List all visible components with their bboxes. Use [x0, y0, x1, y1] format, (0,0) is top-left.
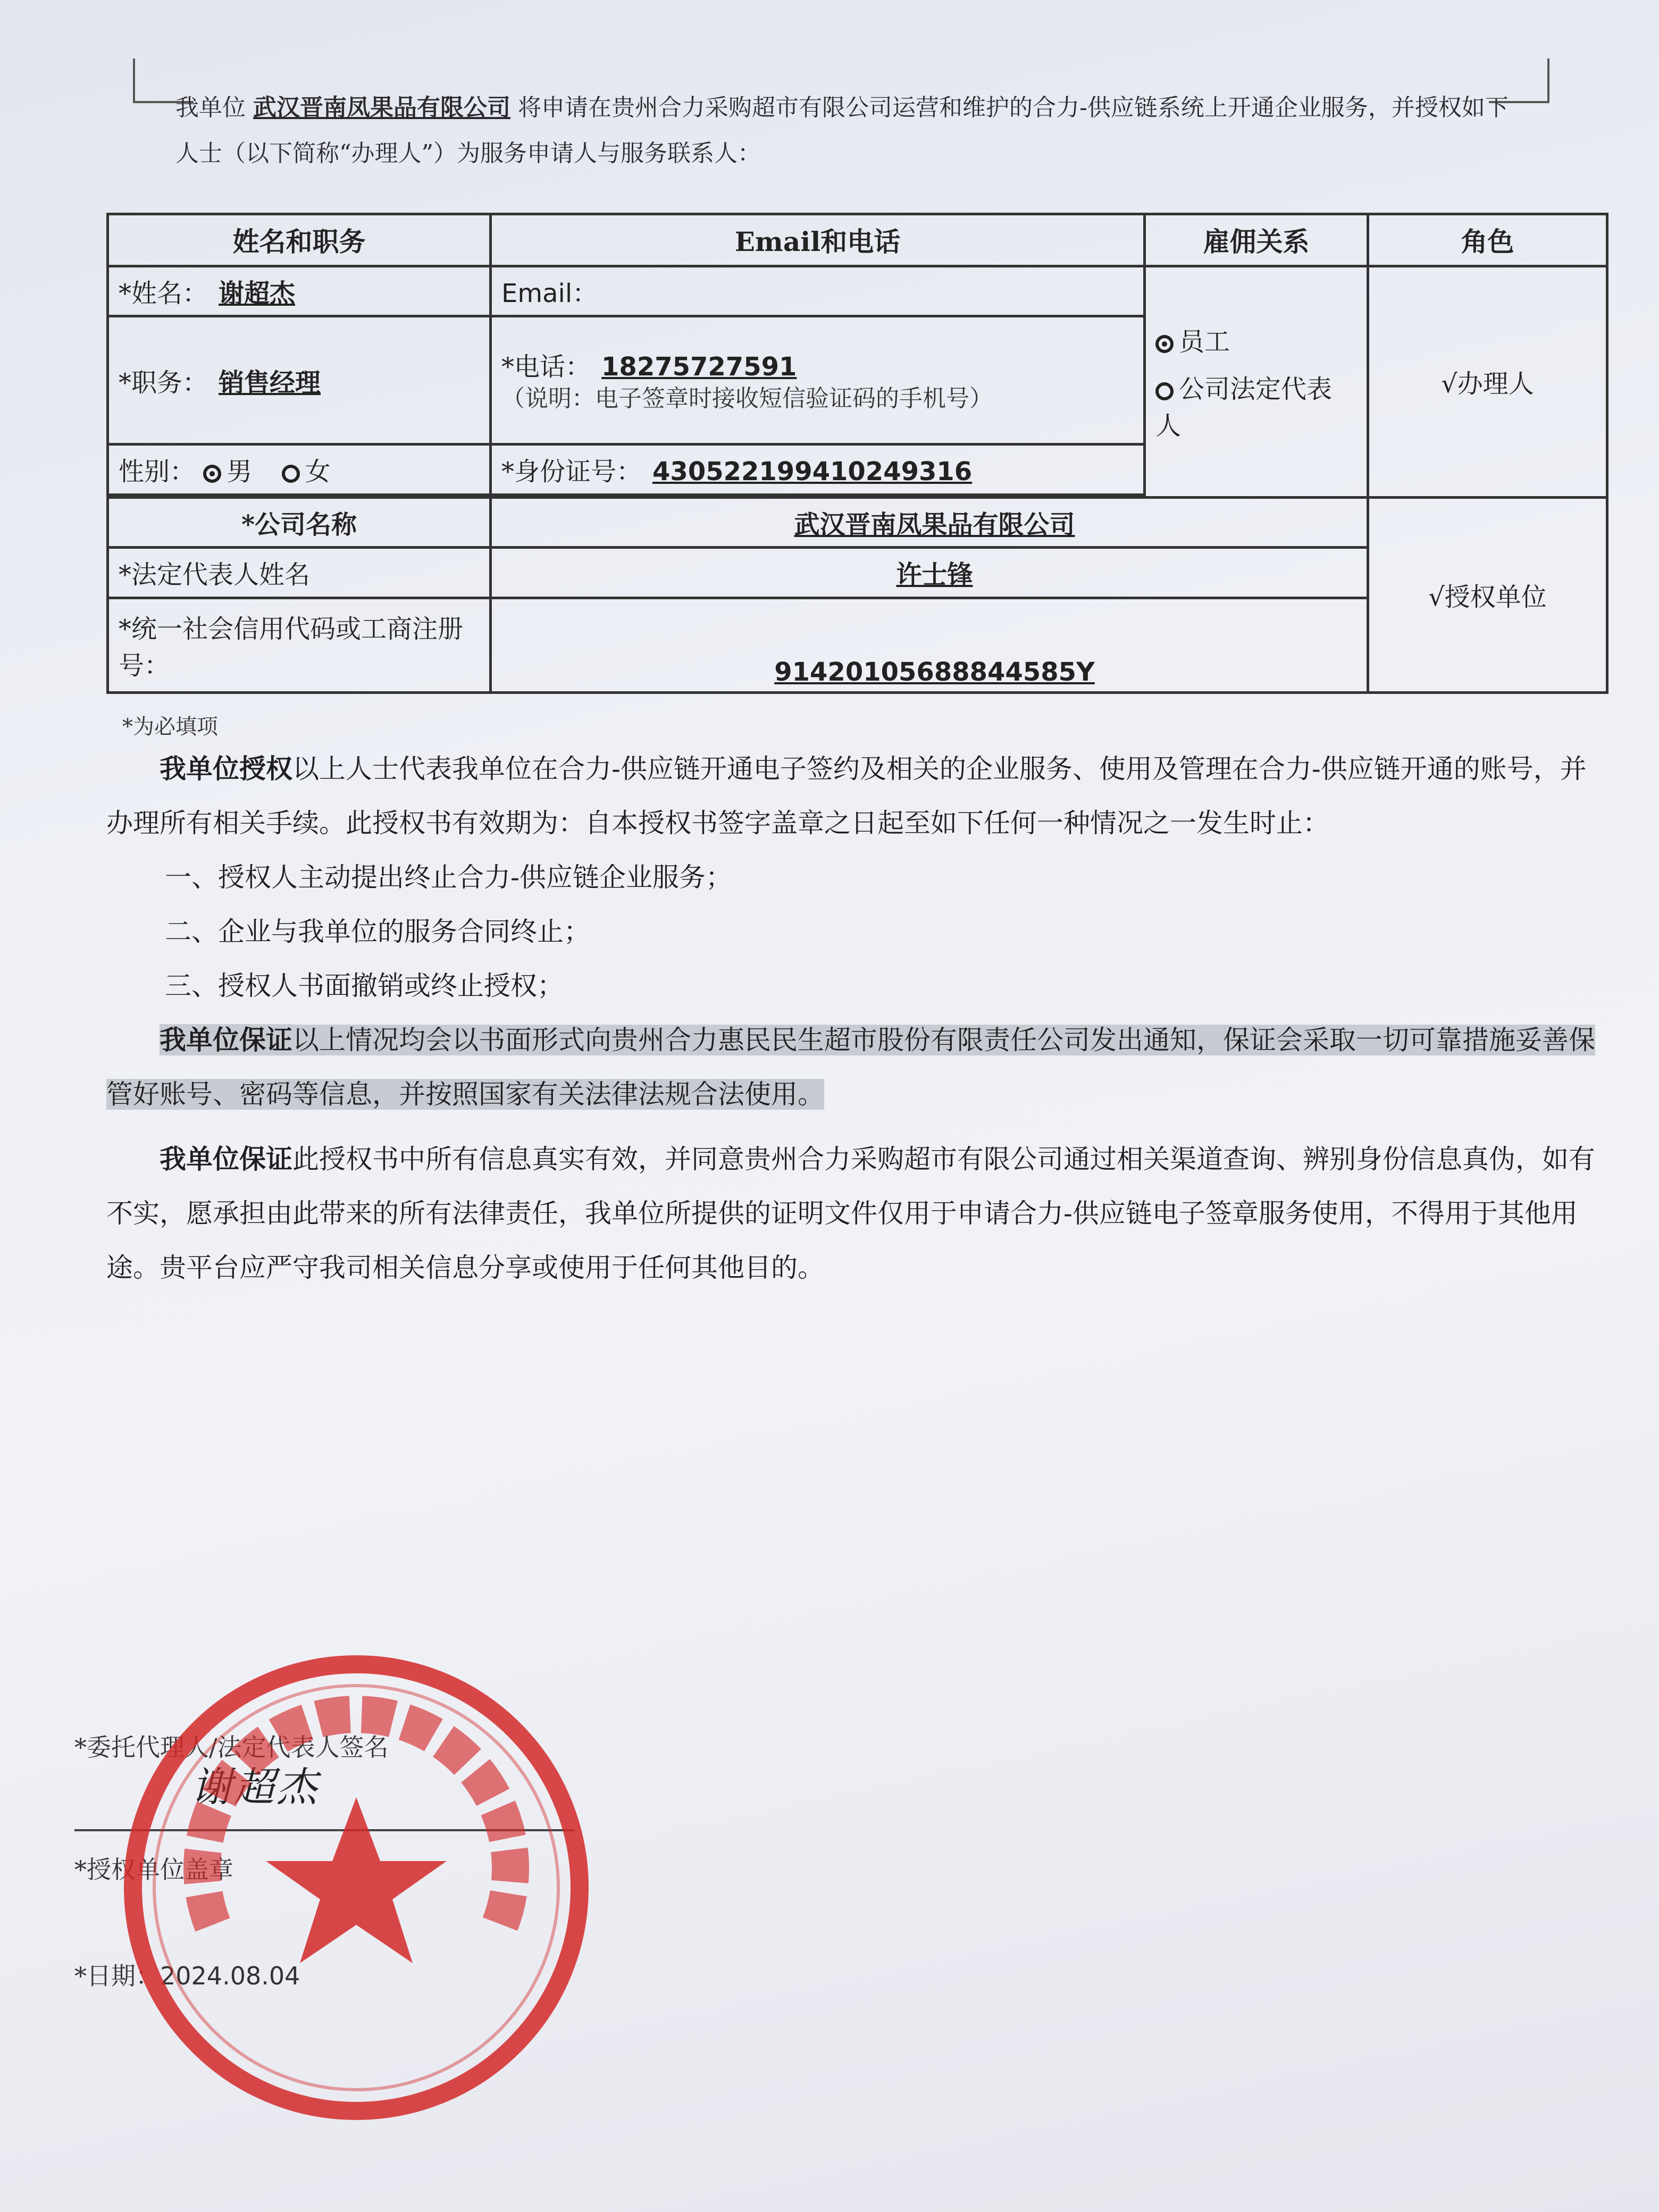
paragraph-guarantee-1-lead: 我单位保证: [160, 1024, 292, 1055]
employment-cell: [1145, 266, 1368, 497]
employment-option-employee: 员工: [1179, 327, 1230, 357]
email-label: Email：: [501, 278, 598, 308]
paragraph-guarantee-2: [106, 1132, 1606, 1295]
phone-label: *电话：: [501, 351, 591, 382]
paragraph-authorize: [106, 742, 1606, 850]
role-handler-cell: [1368, 266, 1607, 497]
legal-rep-label-cell: [108, 548, 491, 598]
date-label: *日期：: [74, 1962, 160, 1990]
intro-prefix: 我单位: [175, 94, 246, 121]
gender-female: 女: [305, 457, 331, 487]
company-name-label-cell: [108, 497, 491, 547]
radio-male-icon[interactable]: [203, 465, 221, 483]
condition-item-3: 三、授权人书面撤销或终止授权；: [165, 970, 564, 1001]
credit-code-value: 91420105688844585Y: [774, 657, 1095, 687]
required-note: *为必填项: [122, 715, 218, 739]
paragraph-guarantee-1-text: 以上情况均会以书面形式向贵州合力惠民民生超市股份有限责任公司发出通知，保证会采取一切可靠措施妥善保管好账号、密码等信息，并按照国家有关法律法规合法使用。: [106, 1025, 1595, 1110]
legal-rep-value-cell: [491, 548, 1368, 598]
email-cell: [491, 266, 1145, 316]
seal-star-icon: [266, 1797, 447, 1963]
intro-company: 武汉晋南凤果品有限公司: [253, 94, 510, 121]
paragraph-guarantee-2-lead: 我单位保证: [160, 1143, 292, 1175]
phone-value: 18275727591: [601, 351, 797, 382]
company-name-value: 武汉晋南凤果品有限公司: [794, 510, 1075, 540]
authorization-table: [106, 213, 1608, 694]
intro-rest: 将申请在贵州合力采购超市有限公司运营和维护的合力-供应链系统上开通企业服务，并授权如下人士（以下简称“办理人”）为服务申请人与服务联系人：: [175, 94, 1509, 167]
role-auth-cell: [1368, 497, 1607, 692]
signature-label: *委托代理人/法定代表人签名: [74, 1733, 389, 1762]
id-label: *身份证号：: [501, 457, 642, 487]
paragraph-guarantee-1: [106, 1013, 1606, 1121]
authorization-body: [106, 742, 1606, 1295]
radio-employee-icon[interactable]: [1155, 335, 1174, 353]
header-employment: 雇佣关系: [1145, 214, 1368, 266]
date-value: 2024.08.04: [160, 1962, 300, 1990]
paragraph-authorize-text: 以上人士代表我单位在合力-供应链开通电子签约及相关的企业服务、使用及管理在合力-供应链开通的账号，并办理所有相关手续。此授权书有效期为：自本授权书签字盖章之日起至如下任何一种情况之一发生时止：: [106, 753, 1587, 839]
legal-rep-label: *法定代表人姓名: [119, 560, 311, 590]
condition-item-1: 一、授权人主动提出终止合力-供应链企业服务；: [165, 862, 732, 893]
phone-cell: [491, 316, 1145, 444]
gender-cell: [108, 445, 491, 495]
position-cell: [108, 316, 491, 444]
credit-code-label-cell: [108, 598, 491, 692]
name-value: 谢超杰: [219, 278, 296, 308]
condition-item-2: 二、企业与我单位的服务合同终止；: [165, 916, 590, 947]
id-cell: [491, 445, 1145, 495]
name-label: *姓名：: [119, 278, 208, 308]
position-value: 销售经理: [219, 367, 321, 398]
company-seal: [117, 1648, 596, 2127]
phone-note: （说明：电子签章时接收短信验证码的手机号）: [501, 384, 993, 412]
radio-legal-rep-icon[interactable]: [1155, 382, 1174, 400]
credit-code-value-cell: [491, 598, 1368, 692]
paragraph-authorize-lead: 我单位授权: [160, 753, 292, 784]
role-handler: √办理人: [1441, 369, 1534, 399]
name-cell: [108, 266, 491, 316]
role-auth: √授权单位: [1428, 582, 1547, 613]
header-email-phone: Email和电话: [491, 214, 1145, 266]
company-name-label: *公司名称: [241, 510, 357, 540]
company-name-value-cell: [491, 497, 1368, 547]
paragraph-guarantee-2-text: 此授权书中所有信息真实有效，并同意贵州合力采购超市有限公司通过相关渠道查询、辨别身份信息真伪，如有不实，愿承担由此带来的所有法律责任，我单位所提供的证明文件仅用于申请合力-供应链电子签章服务使用，不得用于其他用途。贵平台应严守我司相关信息分享或使用于任何其他目的。: [106, 1144, 1595, 1283]
legal-rep-value: 许士锋: [896, 560, 973, 590]
header-name-position: 姓名和职务: [108, 214, 491, 266]
gender-male: 男: [227, 457, 253, 487]
employment-option-legal-rep: 公司法定代表人: [1155, 374, 1333, 441]
intro-paragraph: [175, 85, 1526, 177]
handwritten-signature: 谢超杰: [191, 1763, 319, 1811]
id-value: 430522199410249316: [652, 457, 973, 487]
radio-female-icon[interactable]: [282, 465, 300, 483]
header-role: 角色: [1368, 214, 1607, 266]
credit-code-label: *统一社会信用代码或工商注册号：: [119, 614, 464, 681]
position-label: *职务：: [119, 367, 208, 398]
stamp-label: *授权单位盖章: [74, 1855, 233, 1884]
gender-label: 性别：: [119, 457, 196, 487]
